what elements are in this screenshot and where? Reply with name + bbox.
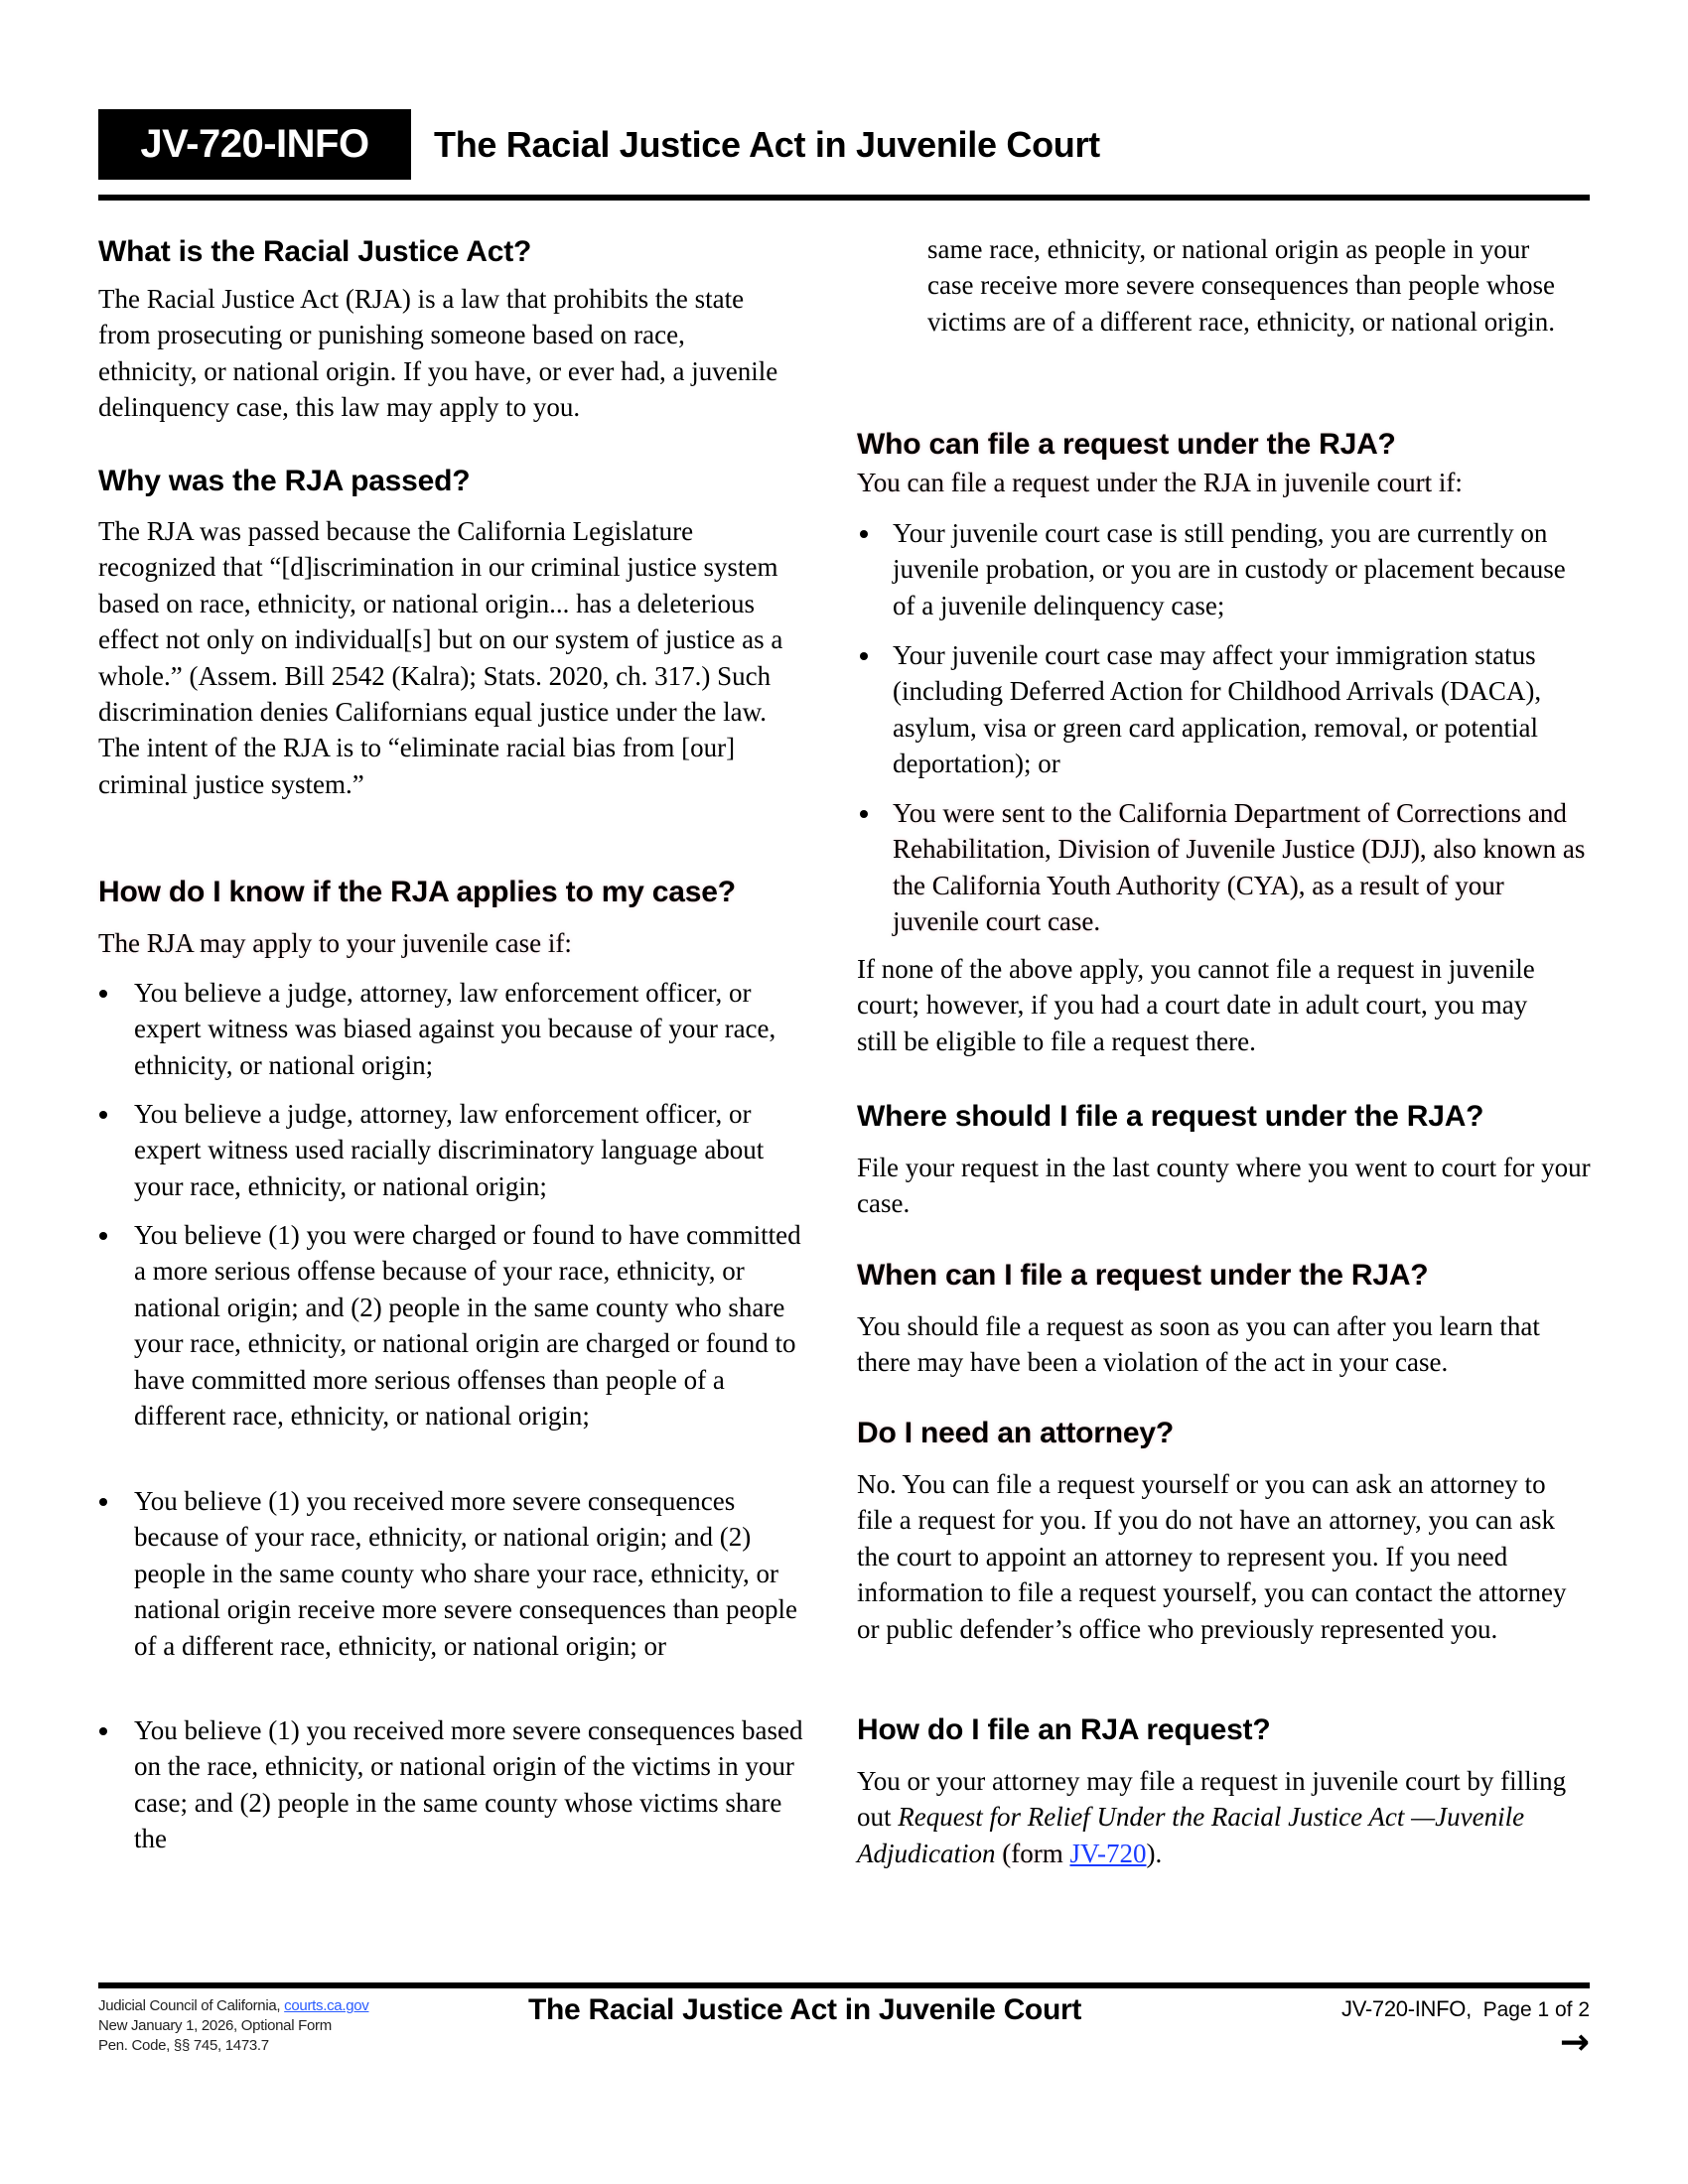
section-body-what-is-rja: The Racial Justice Act (RJA) is a law that prohibits the state from prosecuting or punishing someone based on race, ethnicity, or national origin. If you have, or ever had, a juvenile delinquency case, this law may apply to you. [98,284,778,423]
page-title: The Racial Justice Act in Juvenile Court [434,124,1100,165]
section-body-why-passed: The RJA was passed because the California Legislature recognized that “[d]iscrimination in our criminal justice system based on race, ethnicity, or national origin... has a deleterious effect not only on individual[s] but on our system of justice as a whole.” (Assem. Bill 2542 (Kalra); Stats. 2020, ch. 317.) Such discrimination denies Californians equal justice under the law. The intent of the RJA is to “eliminate racial bias from [our] criminal justice system.” [98,516,783,799]
section-heading-when-file: When can I file a request under the RJA? [857,1259,1429,1292]
footer-form-code: JV-720-INFO, [1341,1996,1472,2021]
section-heading-how-file: How do I file an RJA request? [857,1713,1271,1746]
footer-title: The Racial Justice Act in Juvenile Court [528,1993,1082,2026]
list-item: Your juvenile court case may affect your immigration status (including Deferred Action for Childhood Arrivals (DACA), asylum, visa or green card application, removal, or potential deportation); or [860,637,1580,782]
section-body-need-attorney: No. You can file a request yourself or you can ask an attorney to file a request for you. If you do not have an attorney, you can ask the court to appoint an attorney to represent you. If you need information to file a request yourself, you can contact the attorney or public defender’s office who previously represented you. [857,1469,1567,1644]
bullet-icon [99,1111,107,1119]
bullet-icon [860,530,868,538]
section-heading-need-attorney: Do I need an attorney? [857,1417,1174,1449]
list-item: You believe (1) you received more severe consequences based on the race, ethnicity, or national origin of the victims in your case; and (2) people in the same county whose victims share the [99,1712,814,1857]
section-intro-who-can-file: You can file a request under the RJA in juvenile court if: [857,468,1463,497]
section-heading-who-can-file: Who can file a request under the RJA? [857,428,1396,461]
section-heading-does-rja-apply: How do I know if the RJA applies to my case? [98,876,736,908]
next-page-arrow-icon[interactable]: → [1559,2022,1590,2063]
jv-720-form-link[interactable]: JV-720 [1069,1838,1147,1868]
list-item: You believe (1) you received more severe consequences because of your race, ethnicity, or national origin; and (2) people in the same county who share your race, ethnicity, or national origin receive more severe consequences than people of a different race, ethnicity, or national origin; or [99,1483,814,1664]
section-heading-what-is-rja: What is the Racial Justice Act? [98,235,532,268]
bullet-continuation: same race, ethnicity, or national origin as people in your case receive more severe consequences than people whose victims are of a different race, ethnicity, or national origin. [927,234,1556,337]
section-heading-why-passed: Why was the RJA passed? [98,465,471,497]
section-heading-where-file: Where should I file a request under the RJA? [857,1100,1484,1133]
section-body-when-file: You should file a request as soon as you can after you learn that there may have been a violation of the act in your case. [857,1311,1540,1378]
bullet-icon [860,652,868,660]
footer-page-info [1341,1995,1590,2024]
footer-info: Judicial Council of California, courts.ca.gov New January 1, 2026, Optional Form Pen. Code, §§ 745, 1473.7 [98,1997,369,2054]
form-code-badge: JV-720-INFO [98,109,411,180]
bullet-icon [99,1498,107,1506]
header-divider [98,195,1590,201]
form-title-italic: Request for Relief Under the Racial Justice Act —Juvenile Adjudication [857,1802,1525,1868]
section-body-how-file: You or your attorney may file a request in juvenile court by filling out Request for Relief Under the Racial Justice Act —Juvenile Adjudication (form JV-720). [857,1766,1567,1868]
section-after-who-can-file: If none of the above apply, you cannot file a request in juvenile court; however, if you had a court date in adult court, you may still be eligible to file a request there. [857,954,1535,1056]
bullet-icon [99,1232,107,1240]
courts-website-link[interactable]: courts.ca.gov [284,1997,369,2014]
list-item: You believe a judge, attorney, law enforcement officer, or expert witness was biased against you because of your race, ethnicity, or national origin; [99,975,814,1083]
list-item: You were sent to the California Department of Corrections and Rehabilitation, Division of Juvenile Justice (DJJ), also known as the California Youth Authority (CYA), as a result of your juvenile court case. [860,795,1590,940]
section-body-where-file: File your request in the last county where you went to court for your case. [857,1153,1591,1219]
page-number: Page 1 of 2 [1482,1998,1590,2021]
list-item: You believe (1) you were charged or found to have committed a more serious offense because of your race, ethnicity, or national origin; and (2) people in the same county who share your race, ethnicity, or national origin are charged or found to have committed more serious offenses than people of a different race, ethnicity, or national origin; [99,1217,814,1433]
bullet-icon [99,1727,107,1735]
list-item: You believe a judge, attorney, law enforcement officer, or expert witness used racially discriminatory language about your race, ethnicity, or national origin; [99,1096,814,1204]
footer-revision: New January 1, 2026, Optional Form [98,2017,332,2034]
bullet-icon [99,990,107,998]
section-intro-does-rja-apply: The RJA may apply to your juvenile case if: [98,928,572,958]
footer-divider [98,1982,1590,1988]
list-item: Your juvenile court case is still pending, you are currently on juvenile probation, or you are in custody or placement because of a juvenile delinquency case; [860,515,1580,623]
bullet-icon [860,810,868,818]
footer-code-citation: Pen. Code, §§ 745, 1473.7 [98,2037,269,2054]
